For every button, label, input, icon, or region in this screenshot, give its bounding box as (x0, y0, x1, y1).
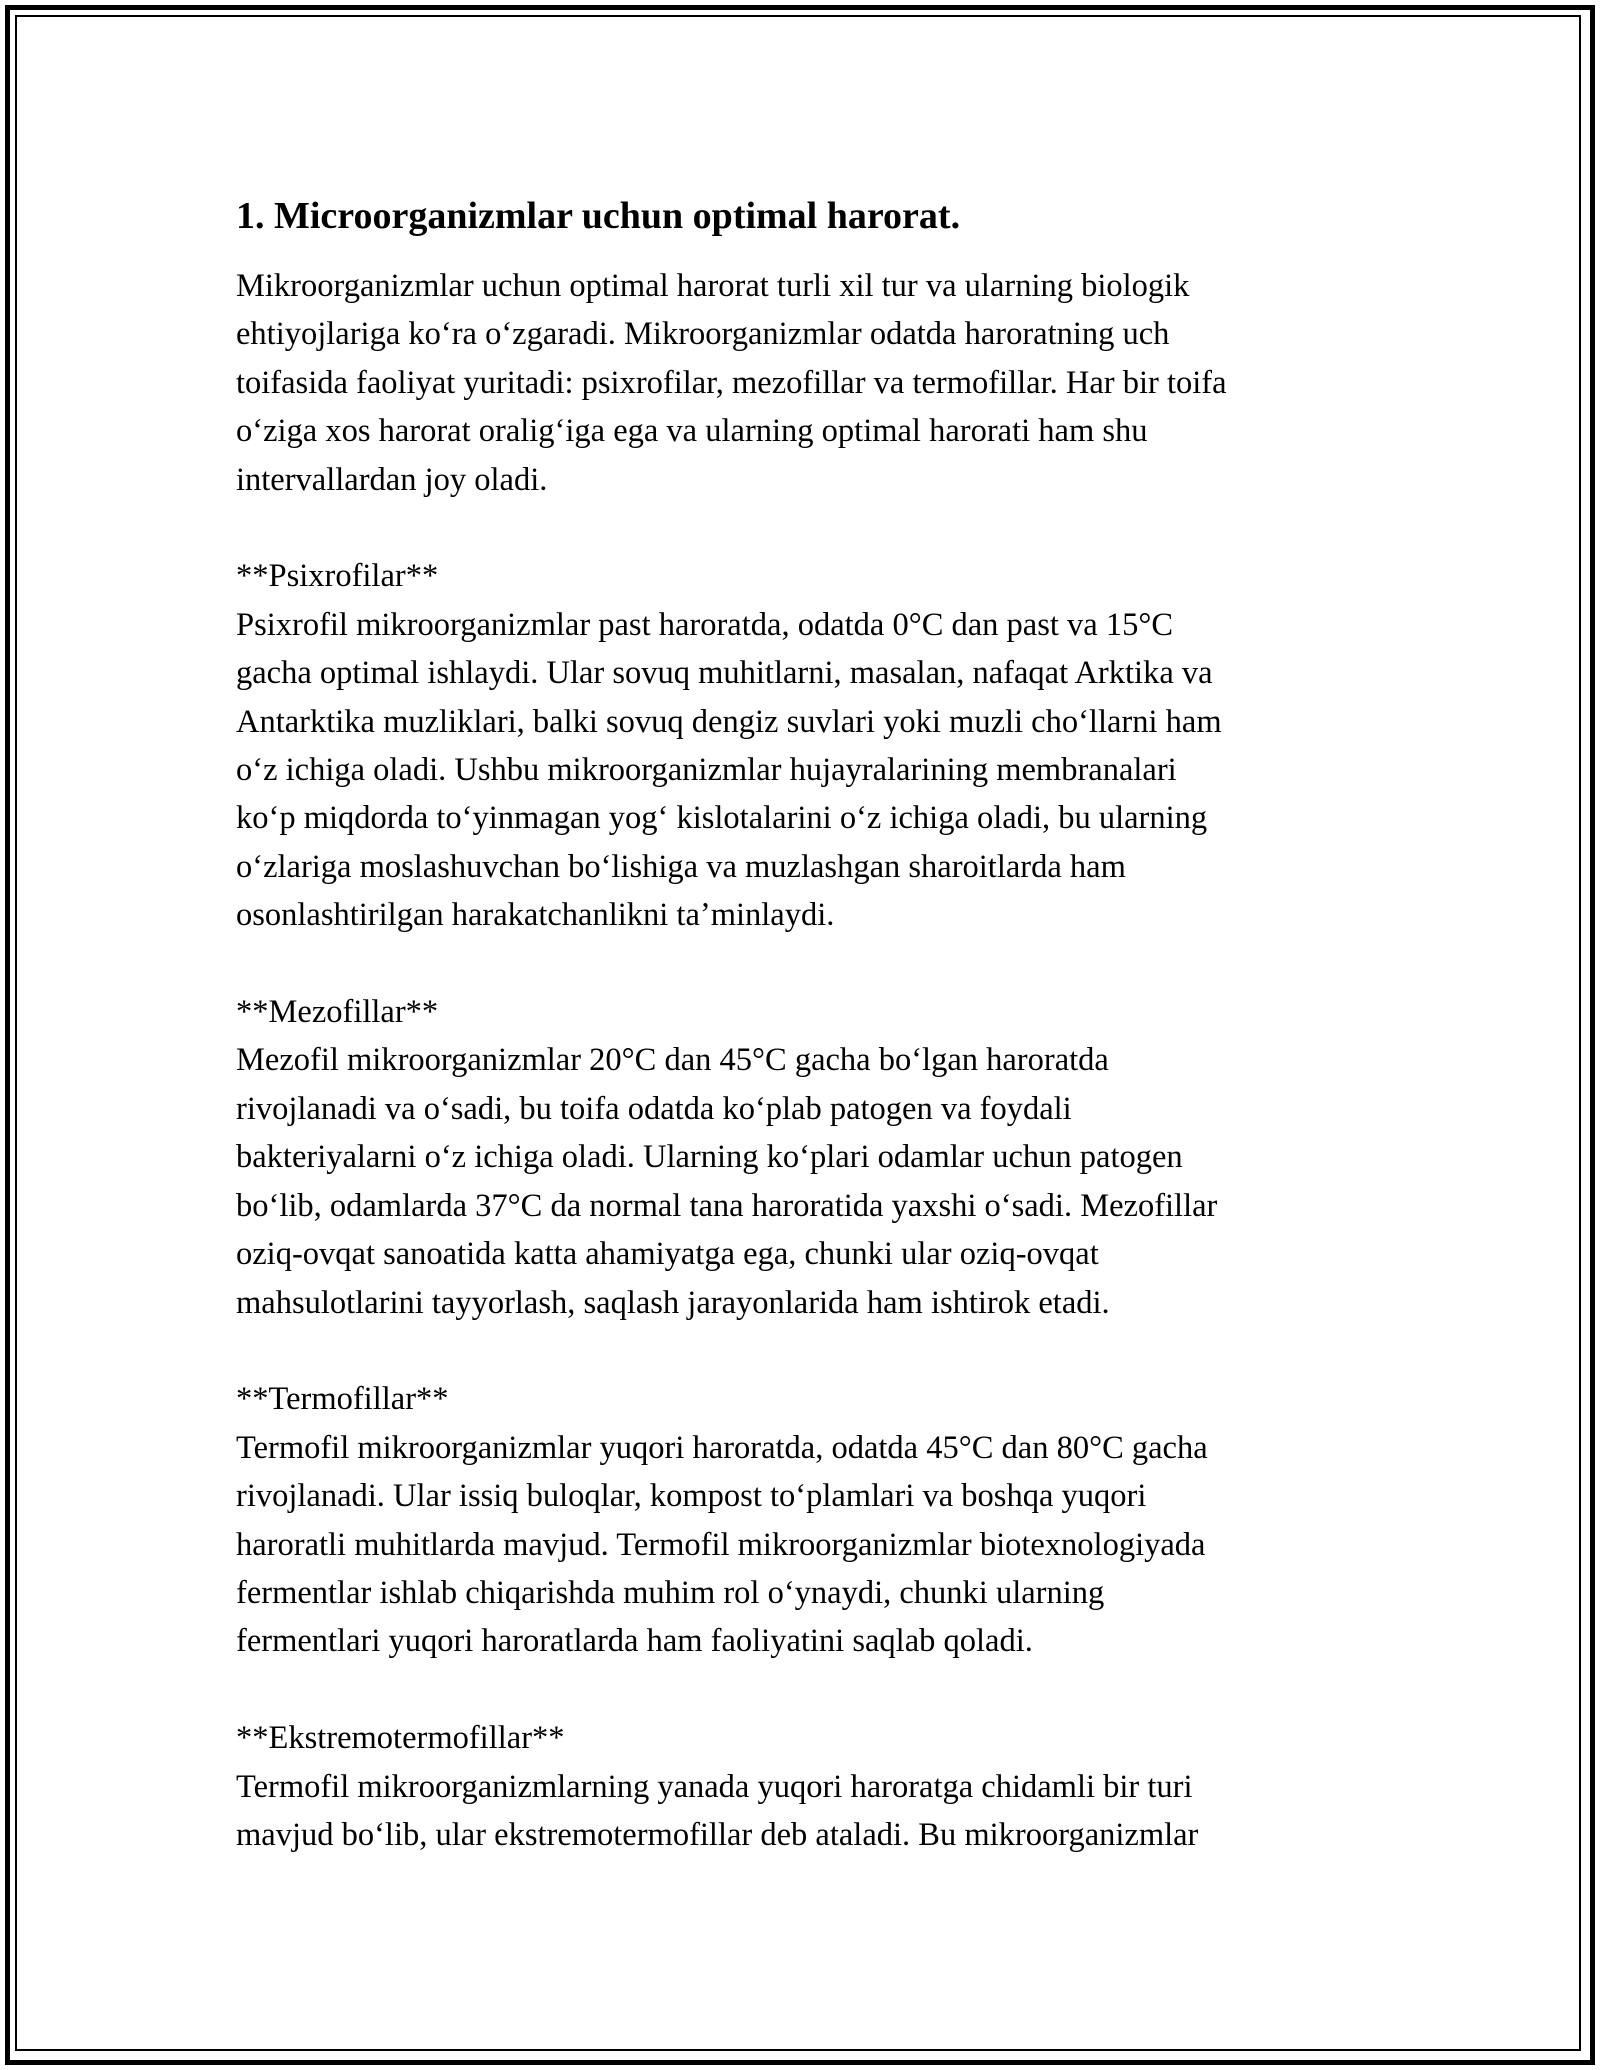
section-text-mezofillar: Mezofil mikroorganizmlar 20°C dan 45°C gacha boʻlgan haroratda rivojlanadi va oʻsadi, bu toifa odatda koʻplab patogen va foydali bakteriyalarni oʻz ichiga oladi. Ularning koʻplari odamlar uchun patogen boʻlib, odamlarda 37°C da normal tana haroratida yaxshi oʻsadi. Mezofillar oziq-ovqat sanoatida katta ahamiyatga ega, chunki ular oziq-ovqat mahsulotlarini tayyorlash, saqlash jarayonlarida ham ishtirok etadi. (236, 1042, 1218, 1321)
document-heading: 1. Microorganizmlar uchun optimal harorat. (236, 195, 961, 237)
section-title-ekstremotermofillar: **Ekstremotermofillar** (236, 1720, 565, 1757)
section-text-ekstremotermofillar: Termofil mikroorganizmlarning yanada yuqori haroratga chidamli bir turi mavjud boʻlib, ular ekstremotermofillar deb ataladi. Bu mikroorganizmlar (236, 1768, 1199, 1853)
section-title-mezofillar: **Mezofillar** (236, 994, 439, 1031)
section-text-psixrofilar: Psixrofil mikroorganizmlar past haroratda, odatda 0°C dan past va 15°C gacha optimal ishlaydi. Ular sovuq muhitlarni, masalan, nafaqat Arktika va Antarktika muzliklari, balki sovuq dengiz suvlari yoki muzli choʻllarni ham oʻz ichiga oladi. Ushbu mikroorganizmlar hujayralarining membranalari koʻp miqdorda toʻyinmagan yogʻ kislotalarini oʻz ichiga oladi, bu ularning oʻzlariga moslashuvchan boʻlishiga va muzlashgan sharoitlarda ham osonlashtirilgan harakatchanlikni taʼminlaydi. (236, 606, 1222, 934)
document-body (236, 190, 1376, 1859)
intro-paragraph: Mikroorganizmlar uchun optimal harorat turli xil tur va ularning biologik ehtiyojlariga koʻra oʻzgaradi. Mikroorganizmlar odatda haroratning uch toifasida faoliyat yuritadi: psixrofilar, mezofillar va termofillar. Har bir toifa oʻziga xos harorat oraligʻiga ega va ularning optimal harorati ham shu intervallardan joy oladi. (236, 268, 1227, 498)
section-title-termofillar: **Termofillar** (236, 1381, 449, 1418)
section-title-psixrofilar: **Psixrofilar** (236, 558, 439, 595)
section-text-termofillar: Termofil mikroorganizmlar yuqori haroratda, odatda 45°C dan 80°C gacha rivojlanadi. Ular issiq buloqlar, kompost toʻplamlari va boshqa yuqori haroratli muhitlarda mavjud. Termofil mikroorganizmlar biotexnologiyada fermentlar ishlab chiqarishda muhim rol oʻynaydi, chunki ularning fermentlari yuqori haroratlarda ham faoliyatini saqlab qoladi. (236, 1429, 1208, 1660)
